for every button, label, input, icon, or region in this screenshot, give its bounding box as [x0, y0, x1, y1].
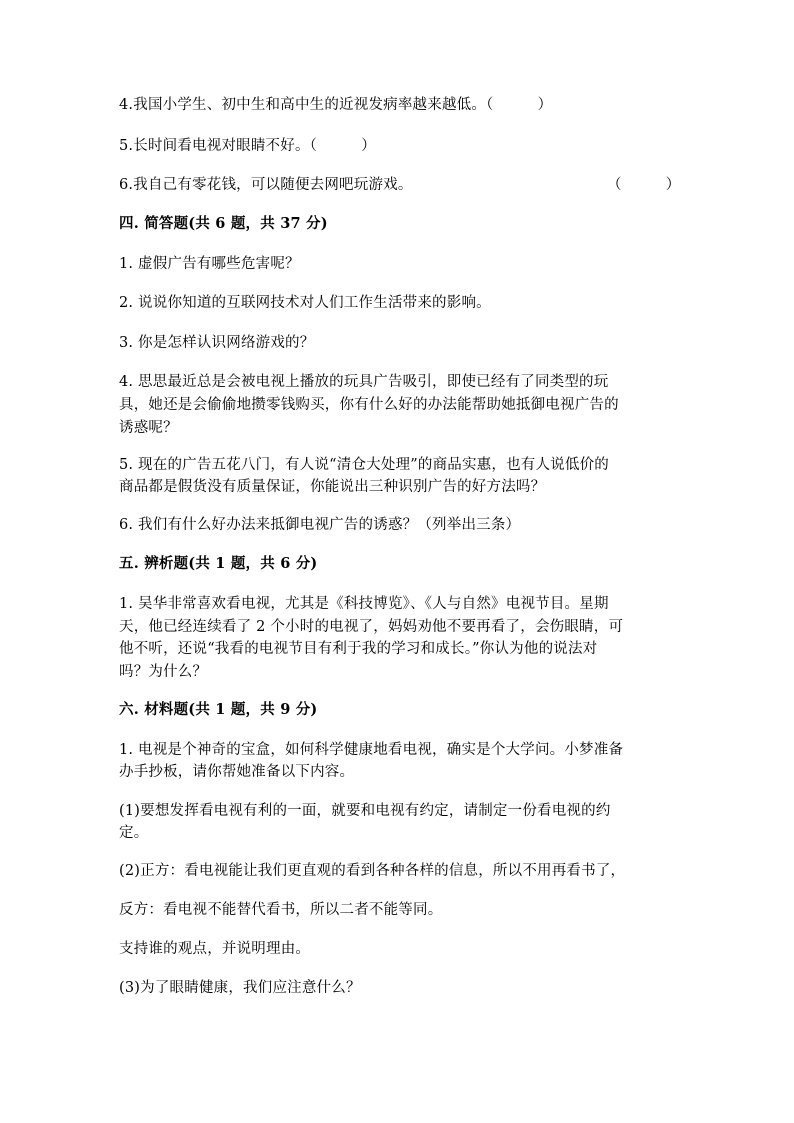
question-number: 5.	[119, 138, 134, 154]
analysis-question-line-3: 他不听，还说“我看的电视节目有利于我的学习和成长。”你认为他的说法对	[119, 641, 598, 657]
material-subquestion-1-line-1: (1)要想发挥看电视有利的一面，就要和电视有约定，请制定一份看电视的约	[119, 803, 611, 819]
short-answer-question-4-line-2: 具，她还是会偷偷地攒零钱购买，你有什么好的办法能帮助她抵御电视广告的	[119, 397, 619, 413]
judgment-question-5	[119, 135, 376, 157]
question-text: 我国小学生、初中生和高中生的近视发病率越来越低。（ ）	[133, 97, 553, 113]
short-answer-question-2: 2. 说说你知道的互联网技术对人们工作生活带来的影响。	[119, 295, 491, 311]
question-text: 长时间看电视对眼睛不好。（ ）	[133, 138, 376, 154]
material-intro-line-2: 办手抄板，请你帮她准备以下内容。	[119, 764, 355, 780]
judgment-question-6	[119, 174, 679, 196]
material-subquestion-2-ask: 支持谁的观点，并说明理由。	[119, 941, 311, 957]
material-subquestion-2-con: 反方：看电视不能替代看书，所以二者不能等同。	[119, 902, 443, 918]
section-4-title: 四. 简答题(共 6 题，共 37 分)	[119, 215, 328, 232]
question-number: 6.	[119, 177, 134, 193]
section-5-title: 五. 辨析题(共 1 题，共 6 分)	[119, 555, 318, 572]
analysis-question-line-4: 吗？为什么？	[119, 664, 208, 680]
short-answer-question-6: 6. 我们有什么好办法来抵御电视广告的诱惑？（列举出三条）	[119, 517, 521, 533]
question-text: 我自己有零花钱，可以随便去网吧玩游戏。	[133, 177, 413, 193]
short-answer-question-4-line-1: 4. 思思最近总是会被电视上播放的玩具广告吸引，即使已经有了同类型的玩	[119, 374, 609, 390]
question-number: 4.	[119, 97, 134, 113]
analysis-question-line-2: 天，他已经连续看了 2 个小时的电视了，妈妈劝他不要再看了，会伤眼睛，可	[119, 619, 624, 635]
short-answer-question-5-line-1: 5. 现在的广告五花八门，有人说“清仓大处理”的商品实惠，也有人说低价的	[119, 457, 609, 473]
section-6-title: 六. 材料题(共 1 题，共 9 分)	[119, 701, 318, 718]
material-subquestion-2-pro: (2)正方：看电视能让我们更直观的看到各种各样的信息，所以不用再看书了，	[119, 863, 626, 879]
short-answer-question-1: 1. 虚假广告有哪些危害呢？	[119, 256, 300, 272]
material-intro-line-1: 1. 电视是个神奇的宝盒，如何科学健康地看电视，确实是个大学问。小梦准备	[119, 742, 624, 758]
analysis-question-line-1: 1. 吴华非常喜欢看电视，尤其是《科技博览》、《人与自然》电视节目。星期	[119, 596, 609, 612]
answer-blank: （ ）	[607, 177, 681, 193]
material-subquestion-1-line-2: 定。	[119, 825, 149, 841]
material-subquestion-3: (3)为了眼睛健康，我们应注意什么？	[119, 980, 361, 996]
short-answer-question-5-line-2: 商品都是假货没有质量保证，你能说出三种识别广告的好方法吗？	[119, 479, 546, 495]
judgment-question-4	[119, 94, 552, 116]
short-answer-question-3: 3. 你是怎样认识网络游戏的？	[119, 335, 315, 351]
short-answer-question-4-line-3: 诱惑呢？	[119, 420, 178, 436]
